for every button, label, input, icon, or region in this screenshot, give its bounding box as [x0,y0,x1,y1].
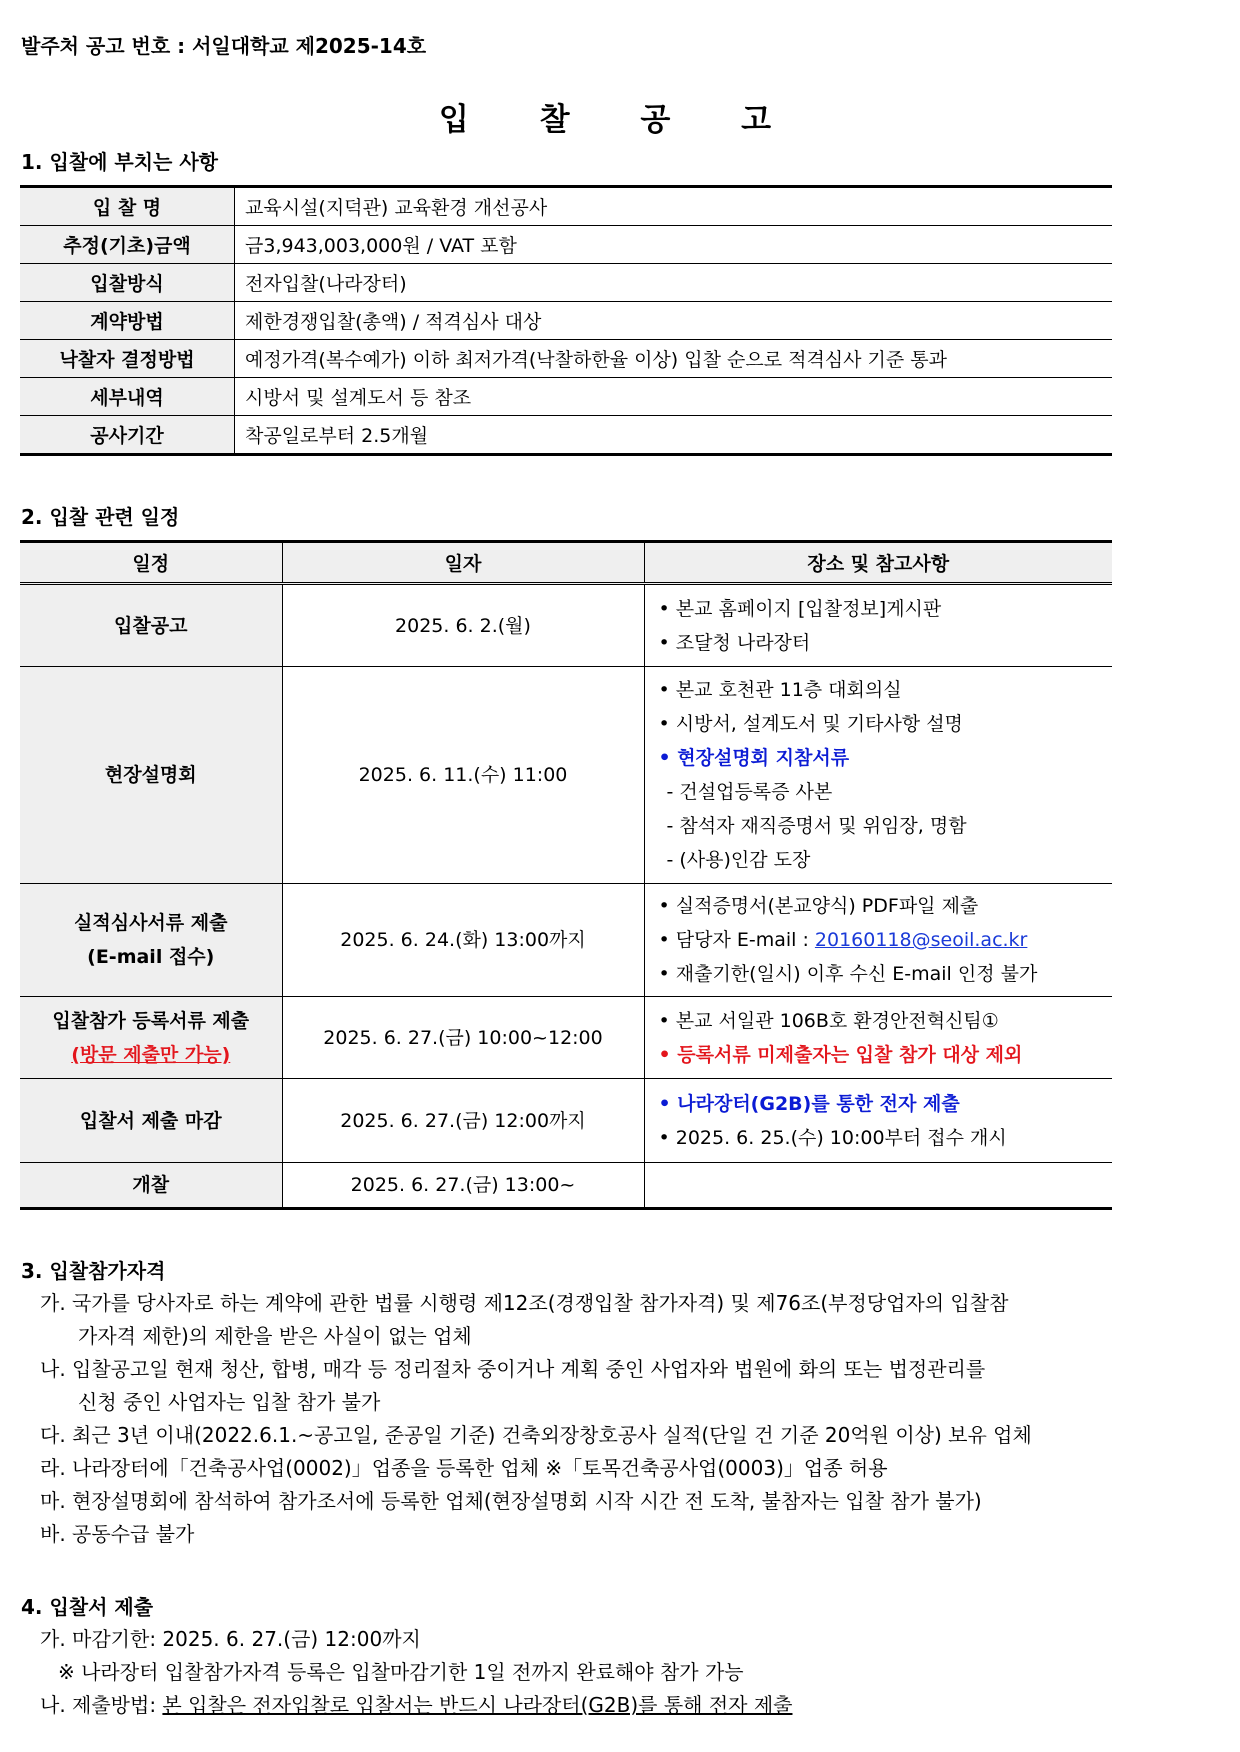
table-row [20,416,1112,455]
email-link[interactable]: 20160118@seoil.ac.kr [814,929,1028,951]
list-item: 가. 국가를 당사자로 하는 계약에 관한 법률 시행령 제12조(경쟁입찰 참가자격) 및 제76조(부정당업자의 입찰참 [40,1291,1009,1315]
row-value: 예정가격(복수예가) 이하 최저가격(낙찰하한율 이상) 입찰 순으로 적격심사 기준 통과 [235,340,1113,378]
note-item: • 실적증명서(본교양식) PDF파일 제출 [659,889,1112,923]
row-key: 세부내역 [20,378,235,416]
table-row [20,264,1112,302]
list-item: 바. 공동수급 불가 [40,1522,195,1546]
table-row [20,997,1112,1079]
deadline-line: 가. 마감기한: 2025. 6. 27.(금) 12:00까지 [40,1627,421,1651]
table-row [20,884,1112,997]
note-item: • 재출기한(일시) 이후 수신 E-mail 인정 불가 [659,957,1112,991]
table-row [20,1079,1112,1163]
list-item: 마. 현장설명회에 참석하여 참가조서에 등록한 업체(현장설명회 시작 시간 전 도착, 불참자는 입찰 참가 불가) [40,1489,982,1513]
email-label: 담당자 E-mail : [675,929,815,951]
note-item: • 본교 홈페이지 [입찰정보]게시판 [659,592,1112,626]
schedule-notes [644,584,1112,667]
section2-heading: 2. 입찰 관련 일정 [21,505,180,529]
section1-heading: 1. 입찰에 부치는 사항 [21,150,218,174]
note-item-email [659,923,1112,957]
note-item: • 시방서, 설계도서 및 기타사항 설명 [659,707,1112,741]
schedule-date: 2025. 6. 2.(월) [282,584,644,667]
table-row [20,187,1112,226]
schedule-name-line: 입찰참가 등록서류 제출 [52,1009,250,1032]
submission-details [40,1623,1220,1722]
row-key: 계약방법 [20,302,235,340]
column-header: 장소 및 참고사항 [644,542,1112,584]
row-value: 시방서 및 설계도서 등 참조 [235,378,1113,416]
schedule-name: 현장설명회 [20,667,282,884]
note-item-highlight: • 현장설명회 지참서류 [659,741,1112,775]
schedule-notes [644,1079,1112,1163]
table-row [20,340,1112,378]
notice-number: 발주처 공고 번호 : 서일대학교 제2025-14호 [21,34,427,58]
row-key: 낙찰자 결정방법 [20,340,235,378]
schedule-name: 입찰공고 [20,584,282,667]
table-row [20,1163,1112,1209]
table-row [20,378,1112,416]
note-item: • 2025. 6. 25.(수) 10:00부터 접수 개시 [659,1121,1112,1155]
registration-note: ※ 나라장터 입찰참가자격 등록은 입찰마감기한 1일 전까지 완료해야 참가 가능 [58,1660,744,1684]
list-item-continued: 가자격 제한)의 제한을 받은 사실이 없는 업체 [78,1324,472,1348]
list-item: 라. 나라장터에「건축공사업(0002)」업종을 등록한 업체 ※「토목건축공사업(0003)」업종 허용 [40,1456,888,1480]
schedule-name-line: (E-mail 접수) [87,946,215,968]
schedule-notes [644,997,1112,1079]
row-key: 입찰방식 [20,264,235,302]
bid-info-table [20,185,1112,456]
schedule-name: 개찰 [20,1163,282,1209]
table-row [20,667,1112,884]
section4-heading: 4. 입찰서 제출 [21,1595,154,1619]
note-item-warning: • 등록서류 미제출자는 입찰 참가 대상 제외 [659,1038,1112,1072]
list-item: 다. 최근 3년 이내(2022.6.1.~공고일, 준공일 기준) 건축외장창호공사 실적(단일 건 기준 20억원 이상) 보유 업체 [40,1423,1032,1447]
list-item-continued: 신청 중인 사업자는 입찰 참가 불가 [78,1390,381,1414]
note-subitem: - 건설업등록증 사본 [666,781,833,803]
row-key: 입 찰 명 [20,187,235,226]
schedule-name-note: (방문 제출만 가능) [71,1043,231,1066]
schedule-name [20,997,282,1079]
column-header: 일자 [282,542,644,584]
row-value: 교육시설(지덕관) 교육환경 개선공사 [235,187,1113,226]
schedule-name: 입찰서 제출 마감 [20,1079,282,1163]
page-title: 입 찰 공 고 [438,102,802,138]
schedule-name-line: 실적심사서류 제출 [74,912,228,934]
note-item: • 본교 서일관 106B호 환경안전혁신팀① [659,1004,1112,1038]
schedule-notes [644,667,1112,884]
note-subitem: - 참석자 재직증명서 및 위임장, 명함 [666,815,967,837]
schedule-notes [644,884,1112,997]
schedule-table [20,540,1112,1210]
row-value: 금3,943,003,000원 / VAT 포함 [235,226,1113,264]
table-row [20,584,1112,667]
table-row [20,302,1112,340]
qualification-list [40,1287,1220,1551]
schedule-name [20,884,282,997]
note-item: • 본교 호천관 11층 대회의실 [659,673,1112,707]
schedule-date: 2025. 6. 27.(금) 10:00~12:00 [282,997,644,1079]
method-line [40,1689,1220,1722]
note-item-highlight: • 나라장터(G2B)를 통한 전자 제출 [659,1087,1112,1121]
schedule-date: 2025. 6. 27.(금) 13:00~ [282,1163,644,1209]
table-header-row [20,542,1112,584]
method-label: 나. 제출방법: [40,1693,163,1717]
table-row [20,226,1112,264]
schedule-date: 2025. 6. 11.(수) 11:00 [282,667,644,884]
schedule-notes [644,1163,1112,1209]
row-key: 추정(기초)금액 [20,226,235,264]
note-subitem: - (사용)인감 도장 [666,849,811,871]
schedule-date: 2025. 6. 27.(금) 12:00까지 [282,1079,644,1163]
list-item: 나. 입찰공고일 현재 청산, 합병, 매각 등 정리절차 중이거나 계획 중인 사업자와 법원에 화의 또는 법정관리를 [40,1357,986,1381]
method-text: 본 입찰은 전자입찰로 입찰서는 반드시 나라장터(G2B)를 통해 전자 제출 [162,1693,793,1717]
row-value: 제한경쟁입찰(총액) / 적격심사 대상 [235,302,1113,340]
row-value: 착공일로부터 2.5개월 [245,425,429,447]
section3-heading: 3. 입찰참가자격 [21,1259,166,1283]
schedule-date: 2025. 6. 24.(화) 13:00까지 [282,884,644,997]
row-key: 공사기간 [20,416,235,455]
row-value: 전자입찰(나라장터) [235,264,1113,302]
column-header: 일정 [20,542,282,584]
note-item: • 조달청 나라장터 [659,626,1112,660]
